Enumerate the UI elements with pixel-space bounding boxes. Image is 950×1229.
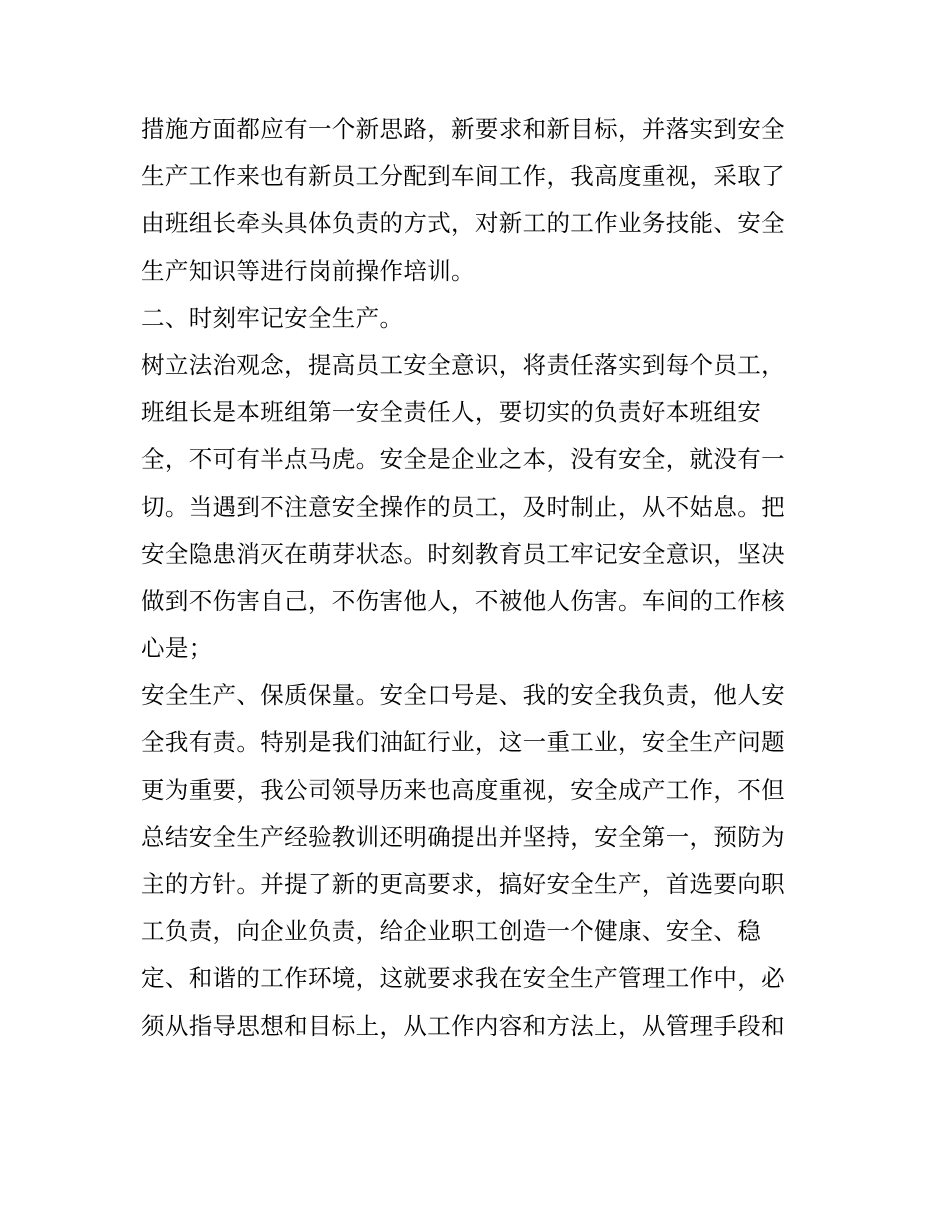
text-line: 班组长是本班组第一安全责任人，要切实的负责好本班组安 [141, 398, 762, 427]
text-line: 全我有责。特别是我们油缸行业，这一重工业，安全生产问题 [141, 728, 785, 757]
text-line: 须从指导思想和目标上，从工作内容和方法上，从管理手段和 [141, 1011, 785, 1040]
section-heading: 二、时刻牢记安全生产。 [141, 303, 404, 332]
text-line: 生产工作来也有新员工分配到车间工作，我高度重视，采取了 [141, 162, 785, 191]
text-line: 全，不可有半点马虎。安全是企业之本，没有安全，就没有一 [141, 445, 785, 474]
body-text [141, 106, 821, 1050]
text-line: 树立法治观念，提高员工安全意识，将责任落实到每个员工， [141, 350, 785, 379]
text-line: 切。当遇到不注意安全操作的员工，及时制止，从不姑息。把 [141, 492, 785, 521]
text-line: 总结安全生产经验教训还明确提出并坚持，安全第一，预防为 [141, 822, 785, 851]
text-line: 主的方针。并提了新的更高要求，搞好安全生产，首选要向职 [141, 870, 785, 898]
text-line: 由班组长牵头具体负责的方式，对新工的工作业务技能、安全 [141, 209, 785, 238]
text-line: 安全生产、保质保量。安全口号是、我的安全我负责，他人安 [141, 681, 785, 710]
text-line: 安全隐患消灭在萌芽状态。时刻教育员工牢记安全意识，坚决 [141, 539, 785, 568]
text-line: 心是； [141, 634, 213, 663]
text-line: 工负责，向企业负责，给企业职工创造一个健康、安全、稳 [141, 917, 762, 946]
text-line: 更为重要，我公司领导历来也高度重视，安全成产工作，不但 [141, 775, 785, 804]
text-line: 定、和谐的工作环境，这就要求我在安全生产管理工作中，必 [141, 964, 785, 993]
text-line: 做到不伤害自己，不伤害他人，不被他人伤害。车间的工作核 [141, 586, 785, 615]
text-line: 生产知识等进行岗前操作培训。 [141, 256, 475, 285]
text-line: 措施方面都应有一个新思路，新要求和新目标，并落实到安全 [141, 115, 785, 143]
